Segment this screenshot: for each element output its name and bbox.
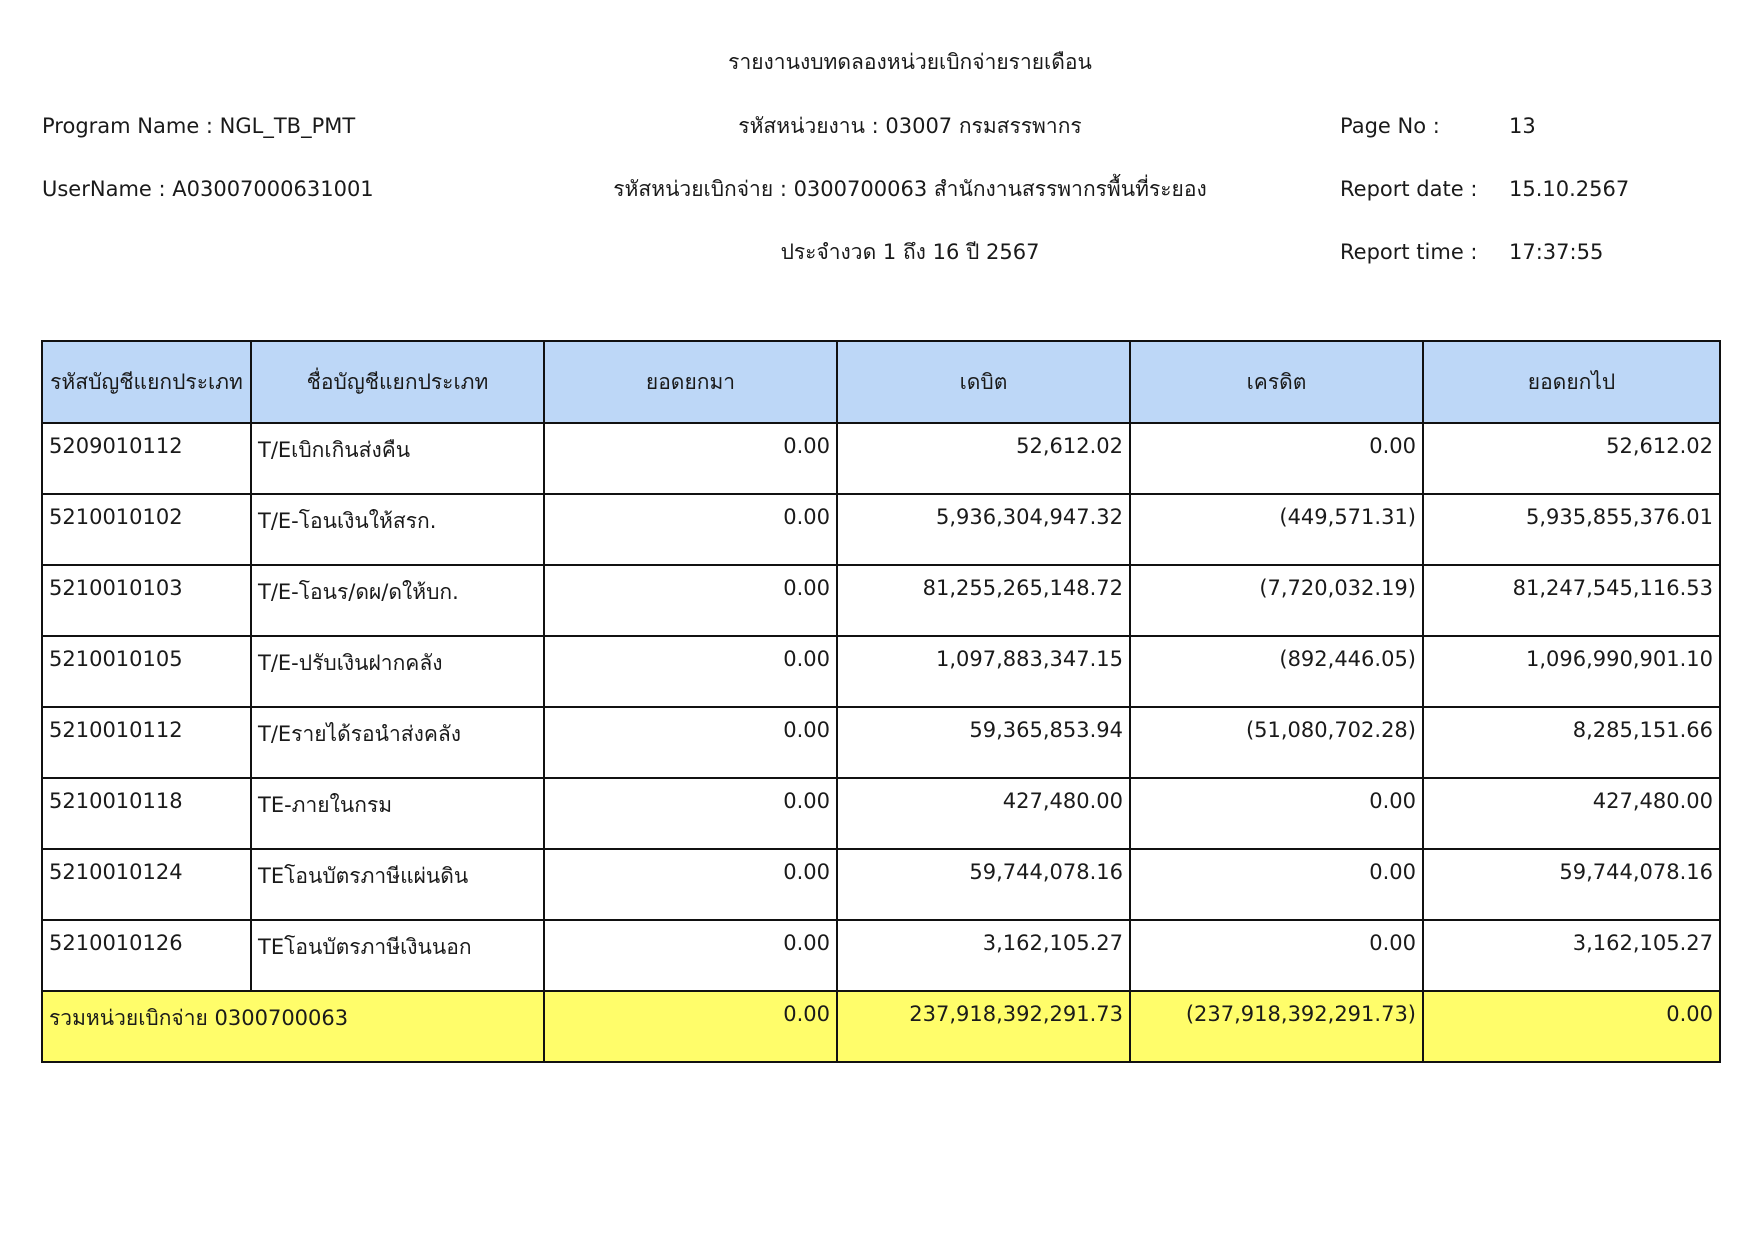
credit-amount: (51,080,702.28)	[1130, 707, 1423, 778]
account-code: 5210010124	[42, 849, 251, 920]
opening-balance: 0.00	[544, 920, 837, 991]
closing-balance: 3,162,105.27	[1423, 920, 1720, 991]
debit-amount: 59,744,078.16	[837, 849, 1130, 920]
program-name: Program Name : NGL_TB_PMT	[42, 114, 356, 138]
table-row	[42, 778, 1720, 849]
debit-amount: 3,162,105.27	[837, 920, 1130, 991]
report-period: ประจำงวด 1 ถึง 16 ปี 2567	[780, 240, 1040, 264]
closing-balance: 81,247,545,116.53	[1423, 565, 1720, 636]
account-name: TEโอนบัตรภาษีเงินนอก	[251, 920, 544, 991]
credit-amount: 0.00	[1130, 778, 1423, 849]
total-debit: 237,918,392,291.73	[837, 991, 1130, 1062]
agency-code: รหัสหน่วยงาน : 03007 กรมสรรพากร	[738, 114, 1082, 138]
closing-balance: 8,285,151.66	[1423, 707, 1720, 778]
total-opening-balance: 0.00	[544, 991, 837, 1062]
closing-balance: 52,612.02	[1423, 423, 1720, 494]
total-label: รวมหน่วยเบิกจ่าย 0300700063	[42, 991, 544, 1062]
account-code: 5210010105	[42, 636, 251, 707]
page-no-value: 13	[1509, 114, 1536, 138]
account-name: T/E-โอนร/ดผ/ดให้บก.	[251, 565, 544, 636]
table-row	[42, 565, 1720, 636]
account-name: T/E-โอนเงินให้สรก.	[251, 494, 544, 565]
header-credit: เครดิต	[1130, 341, 1423, 423]
report-date-value: 15.10.2567	[1509, 177, 1630, 201]
trial-balance-table	[41, 340, 1721, 1063]
report-time-value: 17:37:55	[1509, 240, 1604, 264]
report-title: รายงานงบทดลองหน่วยเบิกจ่ายรายเดือน	[728, 50, 1092, 74]
total-closing-balance: 0.00	[1423, 991, 1720, 1062]
closing-balance: 1,096,990,901.10	[1423, 636, 1720, 707]
table-row	[42, 707, 1720, 778]
debit-amount: 1,097,883,347.15	[837, 636, 1130, 707]
table-row	[42, 636, 1720, 707]
debit-amount: 5,936,304,947.32	[837, 494, 1130, 565]
account-code: 5210010112	[42, 707, 251, 778]
total-credit: (237,918,392,291.73)	[1130, 991, 1423, 1062]
opening-balance: 0.00	[544, 707, 837, 778]
closing-balance: 427,480.00	[1423, 778, 1720, 849]
credit-amount: (449,571.31)	[1130, 494, 1423, 565]
total-row	[42, 991, 1720, 1062]
page-no-label: Page No :	[1340, 114, 1440, 138]
header-closing-balance: ยอดยกไป	[1423, 341, 1720, 423]
credit-amount: (7,720,032.19)	[1130, 565, 1423, 636]
opening-balance: 0.00	[544, 423, 837, 494]
account-name: T/Eเบิกเกินส่งคืน	[251, 423, 544, 494]
closing-balance: 59,744,078.16	[1423, 849, 1720, 920]
account-name: T/E-ปรับเงินฝากคลัง	[251, 636, 544, 707]
account-code: 5210010102	[42, 494, 251, 565]
header-debit: เดบิต	[837, 341, 1130, 423]
debit-amount: 81,255,265,148.72	[837, 565, 1130, 636]
opening-balance: 0.00	[544, 849, 837, 920]
account-name: TE-ภายในกรม	[251, 778, 544, 849]
closing-balance: 5,935,855,376.01	[1423, 494, 1720, 565]
table-row	[42, 494, 1720, 565]
table-row	[42, 920, 1720, 991]
account-code: 5210010103	[42, 565, 251, 636]
credit-amount: 0.00	[1130, 423, 1423, 494]
account-name: T/Eรายได้รอนำส่งคลัง	[251, 707, 544, 778]
account-code: 5210010126	[42, 920, 251, 991]
table-row	[42, 849, 1720, 920]
opening-balance: 0.00	[544, 494, 837, 565]
account-code: 5210010118	[42, 778, 251, 849]
opening-balance: 0.00	[544, 565, 837, 636]
credit-amount: 0.00	[1130, 920, 1423, 991]
account-code: 5209010112	[42, 423, 251, 494]
credit-amount: 0.00	[1130, 849, 1423, 920]
account-name: TEโอนบัตรภาษีแผ่นดิน	[251, 849, 544, 920]
header-opening-balance: ยอดยกมา	[544, 341, 837, 423]
report-time-label: Report time :	[1340, 240, 1478, 264]
debit-amount: 59,365,853.94	[837, 707, 1130, 778]
user-name: UserName : A03007000631001	[42, 177, 374, 201]
debit-amount: 52,612.02	[837, 423, 1130, 494]
disbursing-unit: รหัสหน่วยเบิกจ่าย : 0300700063 สำนักงานสรรพากรพื้นที่ระยอง	[613, 177, 1207, 201]
debit-amount: 427,480.00	[837, 778, 1130, 849]
report-date-label: Report date :	[1340, 177, 1478, 201]
opening-balance: 0.00	[544, 636, 837, 707]
credit-amount: (892,446.05)	[1130, 636, 1423, 707]
table-header-row	[42, 341, 1720, 423]
header-account-name: ชื่อบัญชีแยกประเภท	[251, 341, 544, 423]
opening-balance: 0.00	[544, 778, 837, 849]
table-row	[42, 423, 1720, 494]
header-account-code: รหัสบัญชีแยกประเภท	[42, 341, 251, 423]
